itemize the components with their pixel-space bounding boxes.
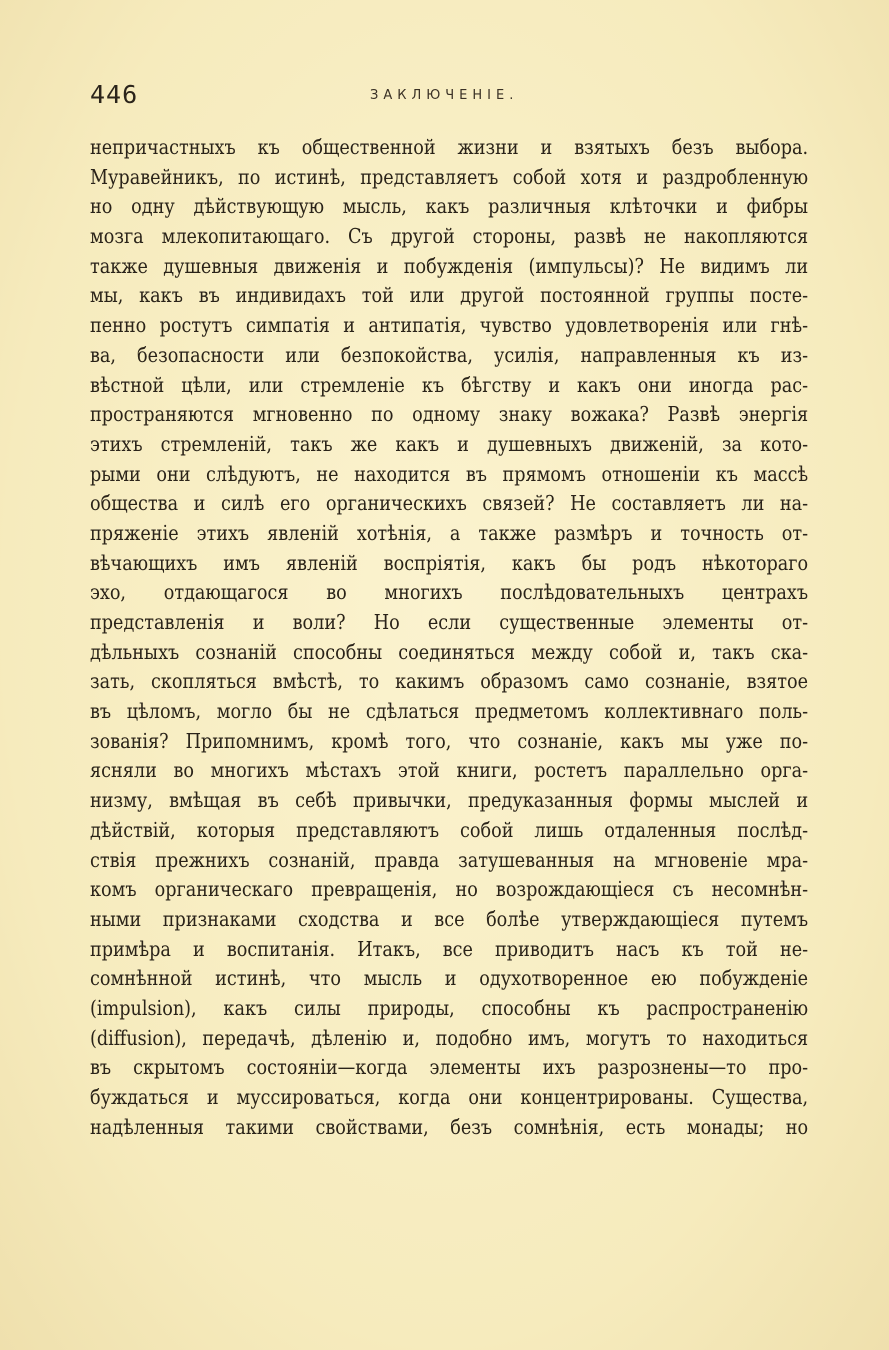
text-line: также душевныя движенія и побужденія (импульсы)? Не видимъ ли	[90, 253, 809, 278]
text-line: зованія? Припомнимъ, кромѣ того, что сознаніе, какъ мы уже по-	[90, 728, 809, 753]
text-line: буждаться и муссироваться, когда они концентрированы. Существа,	[90, 1085, 809, 1109]
text-line: (diffusion), передачѣ, дѣленію и, подобно имъ, могутъ то находиться	[90, 1025, 809, 1050]
page-header	[90, 80, 808, 120]
text-line: зать, скопляться вмѣстѣ, то какимъ образомъ само сознаніе, взятое	[90, 669, 809, 694]
text-line: вѣстной цѣли, или стремленіе къ бѣгству и какъ они иногда рас-	[90, 372, 809, 397]
text-line: этихъ стремленій, такъ же какъ и душевныхъ движеній, за кото-	[90, 431, 809, 456]
text-line: непричастныхъ къ общественной жизни и взятыхъ безъ выбора.	[90, 135, 809, 159]
page-number: 446	[90, 80, 139, 109]
text-line: пряженіе этихъ явленій хотѣнія, а также размѣръ и точность от-	[90, 520, 809, 545]
text-line: сомнѣнной истинѣ, что мысль и одухотворенное ею побужденіе	[90, 966, 809, 991]
text-line: рыми они слѣдуютъ, не находится въ прямомъ отношеніи къ массѣ	[90, 461, 809, 486]
text-line: дѣльныхъ сознаній способны соединяться между собой и, такъ ска-	[90, 639, 809, 664]
text-line: ясняли во многихъ мѣстахъ этой книги, ростетъ параллельно орга-	[90, 758, 809, 783]
text-line: низму, вмѣщая въ себѣ привычки, предуказанныя формы мыслей и	[90, 788, 809, 813]
body-text	[90, 133, 808, 1142]
text-line: пенно ростутъ симпатія и антипатія, чувство удовлетворенія или гнѣ-	[90, 313, 809, 338]
text-line: вѣчающихъ имъ явленій воспріятія, какъ бы родъ нѣкотораго	[90, 550, 809, 575]
text-line: дѣйствій, которыя представляютъ собой лишь отдаленныя послѣд-	[90, 817, 809, 842]
text-line: ными признаками сходства и все болѣе утверждающіеся путемъ	[90, 906, 809, 931]
text-line: общества и силѣ его органическихъ связей? Не составляетъ ли на-	[90, 491, 809, 516]
text-line: но одну дѣйствующую мысль, какъ различныя клѣточки и фибры	[90, 194, 809, 219]
text-line: ва, безопасности или безпокойства, усилія, направленныя къ из-	[90, 342, 809, 367]
text-line: представленія и воли? Но если существенные элементы от-	[90, 610, 809, 634]
text-line: въ цѣломъ, могло бы не сдѣлаться предметомъ коллективнаго поль-	[90, 699, 809, 724]
text-line: эхо, отдающагося во многихъ послѣдовательныхъ центрахъ	[90, 580, 809, 605]
text-line: пространяются мгновенно по одному знаку вожака? Развѣ энергія	[90, 402, 809, 427]
text-line: мозга млекопитающаго. Съ другой стороны, развѣ не накопляются	[90, 224, 809, 249]
text-line: мы, какъ въ индивидахъ той или другой постоянной группы посте-	[90, 283, 809, 308]
text-line: (impulsion), какъ силы природы, способны къ распространенію	[90, 995, 809, 1020]
text-line: комъ органическаго превращенія, но возрождающіеся съ несомнѣн-	[90, 877, 809, 902]
text-line: примѣра и воспитанія. Итакъ, все приводитъ насъ къ той не-	[90, 936, 809, 961]
text-line: надѣленныя такими свойствами, безъ сомнѣнія, есть монады; но	[90, 1114, 809, 1139]
running-title: ЗАКЛЮЧЕНІЕ.	[370, 88, 519, 103]
text-line: ствія прежнихъ сознаній, правда затушеванныя на мгновеніе мра-	[90, 847, 809, 872]
text-line: Муравейникъ, по истинѣ, представляетъ собой хотя и раздробленную	[90, 164, 809, 189]
text-line: въ скрытомъ состояніи—когда элементы ихъ разрознены—то про-	[90, 1055, 809, 1080]
